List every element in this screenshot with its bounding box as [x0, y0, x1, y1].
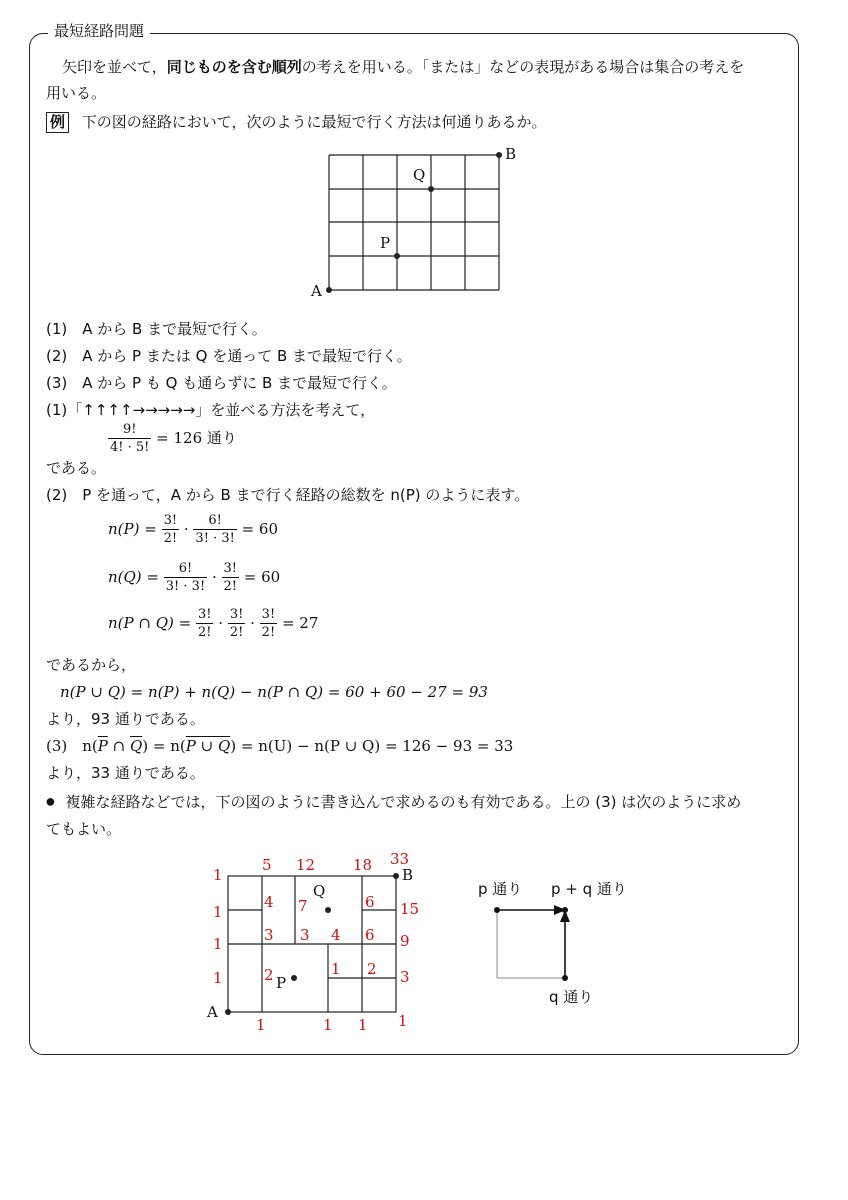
formula-n-p: n(P) = $\frac{3!}{2!}$ · $\frac{6!}{3! \cdot 3!}$ = 60	[108, 513, 279, 546]
legend-label-q: q 通り	[549, 988, 594, 1006]
answer-1-fraction: $\frac{9!}{4! \cdot 5!}$	[110, 422, 150, 455]
grid-2-label-p: P	[276, 974, 287, 992]
count-left-2: 1	[213, 903, 223, 921]
count-right-2: 9	[400, 932, 410, 950]
answer-1-result: = 126 通り	[151, 429, 237, 447]
count-bottom-2: 1	[323, 1016, 333, 1034]
count-left-1: 1	[213, 866, 223, 884]
count-inner-5: 3	[300, 926, 310, 944]
grid-2-label-b: B	[402, 866, 414, 884]
count-inner-9: 1	[331, 960, 341, 978]
count-bottom-1: 1	[256, 1016, 266, 1034]
count-right-1: 15	[400, 900, 420, 918]
count-right-3: 3	[400, 968, 410, 986]
count-inner-1: 4	[264, 893, 274, 911]
count-left-4: 1	[213, 969, 223, 987]
example-question: 下の図の経路において，次のように最短で行く方法は何通りあるか。	[81, 113, 547, 131]
legend-label-p: p 通り	[478, 880, 523, 898]
count-inner-8: 2	[264, 966, 274, 984]
count-inner-7: 6	[365, 926, 375, 944]
grid-2-point-q	[325, 907, 331, 913]
count-bottom-3: 1	[358, 1016, 368, 1034]
grid-2-point-a	[225, 1009, 231, 1015]
answer-2-tail: より，93 通りである。	[46, 710, 205, 728]
note-text: 複雑な経路などでは，下の図のように書き込んで求めるのも有効である。上の (3) は次のように求め	[65, 793, 742, 811]
count-top-1: 5	[262, 856, 272, 874]
legend-diagram	[494, 905, 570, 981]
count-right-4: 1	[398, 1012, 408, 1030]
grid-1-label-b: B	[505, 145, 517, 163]
formula-n-p-and-q: n(P ∩ Q) = $\frac{3!}{2!}$ · $\frac{3!}{2!}$ · $\frac{3!}{2!}$ = 27	[108, 607, 319, 640]
count-inner-10: 2	[367, 960, 377, 978]
intro-text: 矢印を並べて，	[62, 58, 167, 76]
formula-complement: (3) $n(\overline{P}$ ∩ $\overline{Q}) = n(P$ ∪ Q) = n(U) − n(P ∪ Q) = 126 − 93 = 33	[46, 737, 514, 755]
count-inner-4: 3	[264, 926, 274, 944]
question-2: (2) A から P または Q を通って B まで最短で行く。	[46, 347, 412, 365]
grid-1-label-q: Q	[413, 166, 426, 184]
example-label: 例	[46, 112, 69, 133]
section-title: 最短経路問題	[48, 20, 150, 41]
answer-1-tail: である。	[46, 459, 107, 477]
count-inner-6: 4	[331, 926, 341, 944]
count-top-2: 12	[296, 856, 316, 874]
grid-2-label-q: Q	[313, 882, 326, 900]
count-left-3: 1	[213, 935, 223, 953]
intro-bold: 同じものを含む順列	[166, 58, 302, 76]
intro-text-rest: の考えを用いる。「または」などの表現がある場合は集合の考えを	[301, 58, 745, 76]
grid-2-point-p	[291, 975, 297, 981]
count-inner-2: 7	[298, 897, 308, 915]
count-top-4: 33	[390, 850, 410, 868]
legend-label-p-plus-q: p + q 通り	[551, 880, 627, 898]
grid-1-label-a: A	[311, 282, 322, 300]
answer-1-line: (1)「↑↑↑↑→→→→→」を並べる方法を考えて，	[46, 401, 376, 419]
formula-union: n(P ∪ Q) = n(P) + n(Q) − n(P ∩ Q) = 60 + 60 − 27 = 93	[60, 683, 488, 701]
answer-2-line: (2) P を通って，A から B まで行く経路の総数を n(P) のように表す。	[46, 486, 530, 504]
grid-2-label-a: A	[207, 1003, 218, 1021]
grid-2-point-b	[393, 873, 399, 879]
count-top-3: 18	[353, 856, 373, 874]
question-1: (1) A から B まで最短で行く。	[46, 320, 267, 338]
note-line-2: てもよい。	[46, 820, 122, 838]
answer-3-tail: より，33 通りである。	[46, 764, 205, 782]
count-inner-3: 6	[365, 893, 375, 911]
answer-2-dearukara: であるから，	[46, 656, 137, 674]
formula-n-q: n(Q) = $\frac{6!}{3! \cdot 3!}$ · $\frac{3!}{2!}$ = 60	[108, 561, 281, 594]
question-3: (3) A から P も Q も通らずに B まで最短で行く。	[46, 374, 397, 392]
intro-line-2: 用いる。	[46, 84, 107, 102]
bullet-icon: ●	[46, 796, 55, 808]
grid-1-label-p: P	[380, 234, 391, 252]
